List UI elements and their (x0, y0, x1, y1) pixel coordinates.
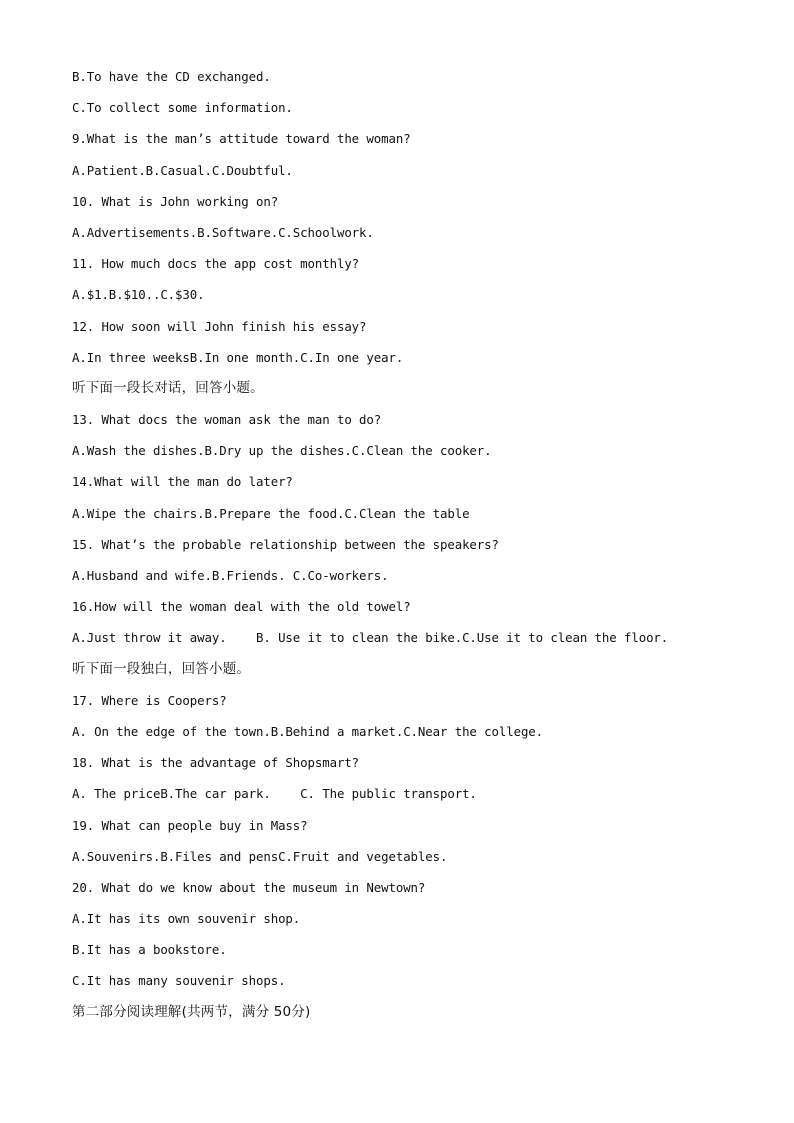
option-line: A.Just throw it away. B. Use it to clean the bike.C.Use it to clean the floor. (72, 630, 669, 646)
section-instruction: 听下面一段独白，回答小题。 (72, 660, 251, 677)
question-line: 11. How much docs the app cost monthly? (72, 256, 360, 272)
option-line: A.Wipe the chairs.B.Prepare the food.C.Clean the table (72, 505, 470, 521)
option-line: C.To collect some information. (72, 100, 293, 116)
option-line: A.Patient.B.Casual.C.Doubtful. (72, 162, 293, 178)
question-line: 16.How will the woman deal with the old towel? (72, 599, 411, 615)
option-line: A. On the edge of the town.B.Behind a market.C.Near the college. (72, 723, 544, 739)
option-line: B.To have the CD exchanged. (72, 69, 271, 84)
option-line: A.$1.B.$10..C.$30. (72, 287, 205, 303)
question-line: 15. What’s the probable relationship between the speakers? (72, 536, 499, 552)
part-heading: 第二部分阅读理解(共两节，满分 50分) (72, 1003, 311, 1020)
question-line: 19. What can people buy in Mass? (72, 817, 308, 833)
option-line: A.In three weeksB.In one month.C.In one year. (72, 349, 404, 365)
question-line: 9.What is the man’s attitude toward the woman? (72, 131, 411, 147)
question-line: 18. What is the advantage of Shopsmart? (72, 755, 360, 771)
question-line: 14.What will the man do later? (72, 474, 293, 490)
option-line: A. The priceB.The car park. C. The public transport. (72, 786, 477, 802)
option-line: A.It has its own souvenir shop. (72, 911, 301, 927)
option-line: C.It has many souvenir shops. (72, 973, 286, 989)
option-line: A.Advertisements.B.Software.C.Schoolwork. (72, 224, 374, 240)
option-line: A.Souvenirs.B.Files and pensC.Fruit and vegetables. (72, 848, 448, 864)
question-line: 17. Where is Coopers? (72, 692, 227, 708)
option-line: A.Husband and wife.B.Friends. C.Co-workers. (72, 568, 389, 583)
question-line: 10. What is John working on? (72, 193, 279, 209)
question-line: 13. What docs the woman ask the man to do? (72, 412, 382, 428)
question-line: 20. What do we know about the museum in Newtown? (72, 879, 426, 895)
option-line: A.Wash the dishes.B.Dry up the dishes.C.Clean the cooker. (72, 443, 492, 459)
document-page (72, 66, 762, 1033)
question-line: 12. How soon will John finish his essay? (72, 318, 367, 334)
option-line: B.It has a bookstore. (72, 942, 227, 958)
section-instruction: 听下面一段长对话，回答小题。 (72, 379, 264, 396)
